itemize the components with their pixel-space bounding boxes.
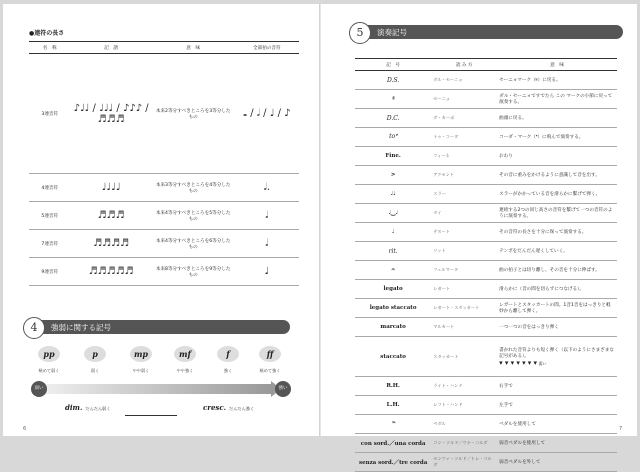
dim-marking <box>65 403 111 412</box>
reading: ペダル <box>431 415 497 434</box>
table-row <box>355 166 617 185</box>
meaning: その音符の長さを十分に保って演奏する。 <box>497 223 617 242</box>
symbol: legato <box>355 280 431 299</box>
table-row <box>355 415 617 434</box>
dynamic-mf: mf <box>174 346 196 362</box>
row-notation: ♬♬♬♬ <box>71 230 152 258</box>
symbol: marcato <box>355 318 431 337</box>
table-header-row <box>355 59 617 71</box>
right-page <box>321 4 637 467</box>
table-row <box>355 261 617 280</box>
row-notation: ♬♬♬ <box>71 202 152 230</box>
reading: テヌート <box>431 223 497 242</box>
meaning: 右手で <box>497 377 617 396</box>
reading: スタッカート <box>431 337 497 377</box>
meaning-text: 書かれた音符よりも短く弾く（以下のようにさまざまな記号がある）。 <box>499 347 614 359</box>
col-equiv: 全部拍の音符 <box>235 42 299 54</box>
reading: スラー <box>431 185 497 204</box>
table-row <box>355 71 617 90</box>
meaning <box>497 337 617 377</box>
dynamics-gradient-arrow <box>46 384 271 394</box>
symbol: 𝄋 <box>355 90 431 109</box>
staccato-weak-label: 弱い <box>538 360 547 366</box>
meaning: ペダルを使用して <box>497 415 617 434</box>
table-row <box>355 147 617 166</box>
row-notation: ♪♩♩ / ♩♩♩ / ♪♪♪ / ♬♬♬ <box>71 54 152 174</box>
symbol: R.H. <box>355 377 431 396</box>
dynamic-label: やや弱く <box>132 368 150 373</box>
reading: レガート・スタッカート <box>431 299 497 318</box>
symbol: legato staccato <box>355 299 431 318</box>
table-row <box>355 337 617 377</box>
reading: レフト・ハンド <box>431 396 497 415</box>
row-meaning: 本来4等分すべきところを6等分したもの <box>152 230 235 258</box>
symbol: con sord.／una corda <box>355 434 431 453</box>
strong-badge: 強い <box>275 381 291 397</box>
reading: マルカート <box>431 318 497 337</box>
table-row <box>355 377 617 396</box>
symbol: ♩ <box>355 223 431 242</box>
symbol: ♩♩ <box>355 185 431 204</box>
symbol: rit. <box>355 242 431 261</box>
symbol: staccato <box>355 337 431 377</box>
symbol: L.H. <box>355 396 431 415</box>
symbol: 𝄐 <box>355 261 431 280</box>
reading: センツァ・ソルド／トレ・コルダ <box>431 453 497 472</box>
row-name: 7連音符 <box>29 230 71 258</box>
performance-symbols-table <box>355 58 617 472</box>
symbol: > <box>355 166 431 185</box>
table-row <box>355 299 617 318</box>
table-row <box>355 109 617 128</box>
meaning: 弱音ペダルを使用して <box>497 434 617 453</box>
table-row <box>29 230 299 258</box>
row-meaning: 本来2等分すべきところを3等分したもの <box>152 54 235 174</box>
table-row <box>29 54 299 174</box>
reading: レガート <box>431 280 497 299</box>
table-header-row <box>29 42 299 54</box>
meaning: テンポをだんだん遅くしていく。 <box>497 242 617 261</box>
reading: フィーネ <box>431 147 497 166</box>
reading: セーニョ <box>431 90 497 109</box>
table-row <box>355 204 617 223</box>
dynamic-p: p <box>84 346 106 362</box>
symbol: 𝆮 <box>355 415 431 434</box>
meaning: 滑らかに（音の間を切らずにつなげる）。 <box>497 280 617 299</box>
reading: ダル・セーニョ <box>431 71 497 90</box>
chapter-5-header <box>351 25 623 39</box>
left-page <box>3 4 319 436</box>
row-name: 4連音符 <box>29 174 71 202</box>
reading: ダ・カーポ <box>431 109 497 128</box>
col-notation: 記 譜 <box>71 42 152 54</box>
table-row <box>355 185 617 204</box>
col-meaning: 意 味 <box>497 59 617 71</box>
reading: コン・ソルド／ウナ・コルダ <box>431 434 497 453</box>
reading: タイ <box>431 204 497 223</box>
table-row <box>355 223 617 242</box>
reading: ライト・ハンド <box>431 377 497 396</box>
symbol: to𝄌 <box>355 128 431 147</box>
meaning: 連続する2つの同じ高さの音符を繋げて一つの音符のように演奏する。 <box>497 204 617 223</box>
dynamic-label: 強く <box>223 368 233 373</box>
row-name: 5連音符 <box>29 202 71 230</box>
table-row <box>29 258 299 286</box>
dynamic-mp: mp <box>130 346 152 362</box>
meaning: おわり <box>497 147 617 166</box>
chapter-title: 強弱に関する記号 <box>51 323 111 332</box>
chapter-title: 演奏記号 <box>377 28 407 37</box>
meaning: セーニョマーク（𝄋）に戻る。 <box>497 71 617 90</box>
table-row <box>355 242 617 261</box>
dynamic-ff: ff <box>259 346 281 362</box>
row-meaning: 本来3等分すべきところを4等分したもの <box>152 174 235 202</box>
meaning: コーダ・マーク（𝄌）に飛んで演奏する。 <box>497 128 617 147</box>
page-number: 6 <box>23 426 27 432</box>
reading: アクセント <box>431 166 497 185</box>
dim-text: だんだん弱く <box>85 406 111 411</box>
tuplet-table <box>29 41 299 286</box>
row-equiv: 𝅗𝅥 <box>235 230 299 258</box>
meaning: 曲の拍子とは切り離し、その音を十分に伸ばす。 <box>497 261 617 280</box>
row-equiv: 𝅗𝅥. <box>235 174 299 202</box>
row-notation: ♬♬♬♬♬ <box>71 258 152 286</box>
diminuendo-hairpin <box>125 415 177 416</box>
table-row <box>355 280 617 299</box>
row-equiv: 𝅝 / 𝅗𝅥 / ♩ / ♪ <box>235 54 299 174</box>
cresc-symbol: cresc. <box>203 403 227 412</box>
row-name: 3連音符 <box>29 54 71 174</box>
table-row <box>355 434 617 453</box>
reading: トゥ・コーダ <box>431 128 497 147</box>
dynamic-label: 極めて弱く <box>38 368 60 373</box>
page-number: 7 <box>619 426 623 432</box>
reading: リット <box>431 242 497 261</box>
table-row <box>355 90 617 109</box>
dynamic-label: 弱く <box>90 368 100 373</box>
meaning: 左手で <box>497 396 617 415</box>
symbol: ♩‿♩ <box>355 204 431 223</box>
weak-badge: 弱い <box>31 381 47 397</box>
meaning: ダル・セーニョですでたら この マークの小節に戻って演奏する。 <box>497 90 617 109</box>
table-row <box>355 318 617 337</box>
cresc-marking <box>203 403 254 412</box>
meaning: 弱音ペダルを外して <box>497 453 617 472</box>
col-meaning: 意 味 <box>152 42 235 54</box>
meaning: その音に重みをかけるように意識して音を出す。 <box>497 166 617 185</box>
meaning: 曲頭に戻る。 <box>497 109 617 128</box>
dynamic-pp: pp <box>38 346 60 362</box>
row-equiv: 𝅗𝅥 <box>235 202 299 230</box>
dynamic-label: やや強く <box>176 368 194 373</box>
row-notation: ♩♩♩♩ <box>71 174 152 202</box>
symbol: senza sord.／tre corda <box>355 453 431 472</box>
chapter-number: 5 <box>349 22 371 44</box>
meaning: 一つ一つの音をはっきり弾く <box>497 318 617 337</box>
meaning: スラーがかかっている音を滑らかに繋げて弾く。 <box>497 185 617 204</box>
table-row <box>355 396 617 415</box>
staccato-examples: ▾ ▾ ▾ ▾ ▾ ▾ ▾ <box>499 358 538 367</box>
cresc-text: だんだん強く <box>229 406 255 411</box>
col-name: 名 称 <box>29 42 71 54</box>
table-row <box>355 128 617 147</box>
table-row <box>29 202 299 230</box>
row-meaning: 本来4等分すべきところを5等分したもの <box>152 202 235 230</box>
row-meaning: 本来8等分すべきところを9等分したもの <box>152 258 235 286</box>
dim-symbol: dim. <box>65 403 83 412</box>
dynamic-label: 極めて強く <box>259 368 281 373</box>
table-row <box>29 174 299 202</box>
row-equiv: ♩ <box>235 258 299 286</box>
meaning: レガートとスタッカートの間。1音1音をはっきりと軽妙から離して弾く。 <box>497 299 617 318</box>
dynamic-f: f <box>217 346 239 362</box>
col-symbol: 記 号 <box>355 59 431 71</box>
symbol: D.S. <box>355 71 431 90</box>
row-name: 9連音符 <box>29 258 71 286</box>
col-reading: 読 み 方 <box>431 59 497 71</box>
chapter-number: 4 <box>23 317 45 339</box>
symbol: Fine. <box>355 147 431 166</box>
reading: フェルマータ <box>431 261 497 280</box>
symbol: D.C. <box>355 109 431 128</box>
table-row <box>355 453 617 472</box>
book-spread <box>3 4 637 467</box>
section-title: ●連符の長さ <box>29 30 65 37</box>
chapter-4-header <box>25 320 290 334</box>
